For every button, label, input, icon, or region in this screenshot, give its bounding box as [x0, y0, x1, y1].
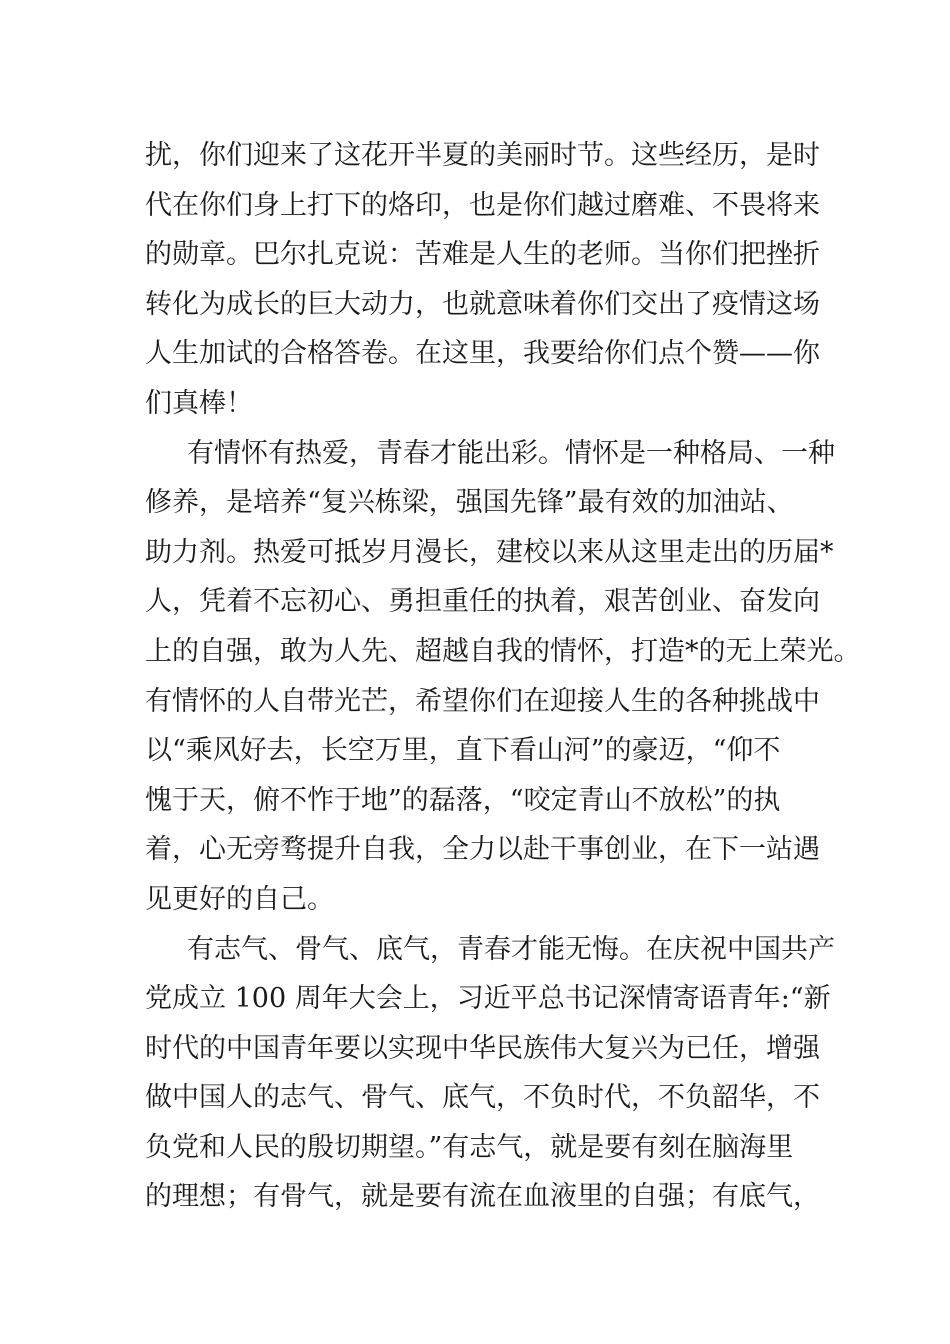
text-line: 以“乘风好去，长空万里，直下看山河”的豪迈，“仰不: [145, 735, 781, 767]
text-line: 有情怀有热爱，青春才能出彩。情怀是一种格局、一种: [187, 437, 835, 469]
document-body: [145, 131, 861, 1222]
text-line: 的勋章。巴尔扎克说：苦难是人生的老师。当你们把挫折: [145, 239, 820, 271]
text-line: 做中国人的志气、骨气、底气，不负时代，不负韶华，不: [145, 1082, 820, 1114]
paragraph-2: [145, 429, 861, 925]
text-line: 人，凭着不忘初心、勇担重任的执着，艰苦创业、奋发向: [145, 586, 820, 618]
text-line: 转化为成长的巨大动力，也就意味着你们交出了疫情这场: [145, 288, 820, 320]
paragraph-1: [145, 131, 845, 429]
text-line: 着，心无旁骛提升自我，全力以赴干事创业，在下一站遇: [145, 834, 820, 866]
text-line: 代在你们身上打下的烙印，也是你们越过磨难、不畏将来: [145, 189, 820, 221]
paragraph-3: [145, 925, 845, 1223]
text-line: 人生加试的合格答卷。在这里，我要给你们点个赞——你: [145, 338, 820, 370]
text-line: 上的自强，敢为人先、超越自我的情怀，打造*的无上荣光。: [145, 635, 861, 667]
text-line: 扰，你们迎来了这花开半夏的美丽时节。这些经历，是时: [145, 140, 820, 171]
text-line: 有情怀的人自带光芒，希望你们在迎接人生的各种挑战中: [145, 685, 820, 717]
text-line: 愧于天，俯不怍于地”的磊落，“咬定青山不放松”的执: [145, 784, 781, 816]
text-line: 们真棒！: [145, 387, 253, 419]
text-line: 党成立 100 周年大会上，习近平总书记深情寄语青年:“新: [145, 983, 831, 1015]
text-line: 修养，是培养“复兴栋梁，强国先锋”最有效的加油站、: [145, 487, 794, 519]
text-line: 的理想；有骨气，就是要有流在血液里的自强；有底气，: [145, 1181, 820, 1213]
text-line: 负党和人民的殷切期望。”有志气，就是要有刻在脑海里: [145, 1131, 794, 1163]
text-line: 有志气、骨气、底气，青春才能无悔。在庆祝中国共产: [187, 933, 835, 965]
text-line: 见更好的自己。: [145, 883, 334, 915]
text-line: 助力剂。热爱可抵岁月漫长，建校以来从这里走出的历届*: [145, 536, 834, 568]
text-line: 时代的中国青年要以实现中华民族伟大复兴为已任，增强: [145, 1032, 820, 1064]
